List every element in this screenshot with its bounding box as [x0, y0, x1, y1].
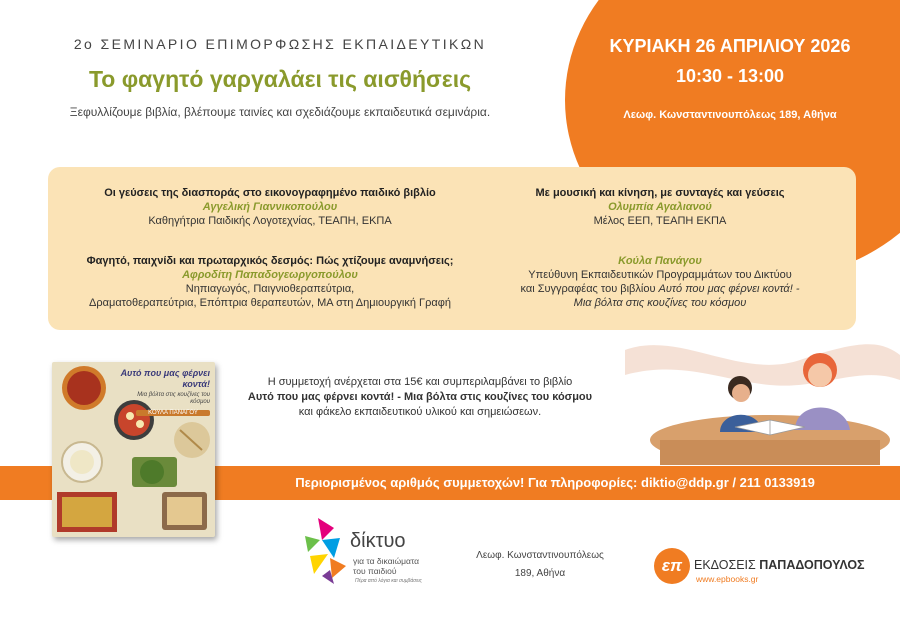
speaker-role: Μέλος ΕΕΠ, ΤΕΑΠΗ ΕΚΠΑ — [593, 215, 727, 227]
info-bar-text: Περιορισμένος αριθμός συμμετοχών! Για πληροφορίες: diktio@ddp.gr / 211 0133919 — [295, 475, 815, 490]
event-time: 10:30 - 13:00 — [675, 66, 785, 86]
page-title: Το φαγητό γαργαλάει τις αισθήσεις — [88, 66, 472, 92]
book-cover-author: ΚΟΥΛΑ ΠΑΝΑΓΟΥ — [136, 410, 210, 416]
seminar-label: 2ο ΣΕΜΙΝΑΡΙΟ ΕΠΙΜΟΡΦΩΣΗΣ ΕΚΠΑΙΔΕΥΤΙΚΩΝ — [73, 36, 487, 52]
footer-address — [470, 547, 610, 583]
book-title-ref: Αυτό που μας φέρνει κοντά! - — [658, 283, 800, 295]
diktio-tagline-line: για τα δικαιώματα — [353, 556, 420, 566]
publisher-prefix: ΕΚΔΟΣΕΙΣ — [694, 558, 760, 572]
talk-title: Φαγητό, παιχνίδι και πρωταρχικός δεσμός: Πώς χτίζουμε αναμνήσεις; — [86, 255, 454, 267]
talk-title: Οι γεύσεις της διασποράς στο εικονογραφημένο παιδικό βιβλίο — [104, 187, 436, 199]
speaker-name: Κούλα Πανάγου — [618, 255, 702, 267]
diktio-motto: Πέρα από λόγια και συμβάσεις — [355, 578, 422, 584]
diktio-tagline-line: του παιδιού — [353, 566, 397, 576]
footer-address-line: Λεωφ. Κωνσταντινουπόλεως — [476, 550, 604, 561]
book-cover-title: Αυτό που μας φέρνει κοντά! — [120, 368, 210, 389]
publisher-logo-icon: επ — [654, 548, 690, 584]
speaker-role-line: Δραματοθεραπεύτρια, Επόπτρια θεραπευτών, MA στη Δημιουργική Γραφή — [89, 297, 451, 309]
speaker-role-prefix: και Συγγραφέας του βιβλίου — [520, 283, 659, 295]
diktio-name: δίκτυο — [350, 530, 406, 552]
speaker-card — [60, 186, 480, 228]
event-address: Λεωφ. Κωνσταντινουπόλεως 189, Αθήνα — [623, 109, 837, 121]
speaker-card — [470, 186, 850, 228]
speaker-role-line: Μια βόλτα στις κουζίνες του κόσμου — [573, 297, 747, 309]
speaker-name: Αγγελική Γιαννικοπούλου — [202, 201, 338, 213]
speaker-role-line: Νηπιαγωγός, Παιγνιοθεραπεύτρια, — [185, 283, 355, 295]
participation-line: Η συμμετοχή ανέρχεται στα 15€ και συμπεριλαμβάνει το βιβλίο — [267, 376, 573, 388]
participation-line: και φάκελο εκπαιδευτικού υλικού και σημειώσεων. — [298, 406, 542, 418]
publisher-surname: ΠΑΠΑΔΟΠΟΥΛΟΣ — [759, 558, 865, 572]
book-cover-subtitle: Μια βόλτα στις κουζίνες του κόσμου — [137, 392, 210, 405]
participation-info — [230, 375, 610, 420]
publisher-name — [694, 558, 865, 572]
speaker-role-line: Υπεύθυνη Εκπαιδευτικών Προγραμμάτων του Δικτύου — [528, 269, 792, 281]
page-subtitle: Ξεφυλλίζουμε βιβλία, βλέπουμε ταινίες και σχεδιάζουμε εκπαιδευτικά σεμινάρια. — [69, 105, 491, 119]
reading-illustration — [620, 320, 900, 465]
footer-address-line: 189, Αθήνα — [514, 568, 566, 579]
talk-title: Με μουσική και κίνηση, με συνταγές και γεύσεις — [535, 187, 785, 199]
speaker-role: Καθηγήτρια Παιδικής Λογοτεχνίας, ΤΕΑΠΗ, ΕΚΠΑ — [148, 215, 392, 227]
participation-book-title: Αυτό που μας φέρνει κοντά! - Μια βόλτα στις κουζίνες του κόσμου — [247, 391, 593, 403]
speaker-name: Ολυμπία Αγαλιανού — [608, 201, 712, 213]
diktio-tagline — [353, 556, 419, 576]
speaker-name: Αφροδίτη Παπαδογεωργοπούλου — [182, 269, 358, 281]
publisher-url[interactable]: www.epbooks.gr — [696, 574, 759, 584]
speaker-card — [470, 254, 850, 310]
speaker-card — [60, 254, 480, 310]
event-date: ΚΥΡΙΑΚΗ 26 ΑΠΡΙΛΙΟΥ 2026 — [609, 36, 851, 56]
speaker-role-line — [470, 282, 850, 296]
book-cover — [52, 362, 215, 537]
